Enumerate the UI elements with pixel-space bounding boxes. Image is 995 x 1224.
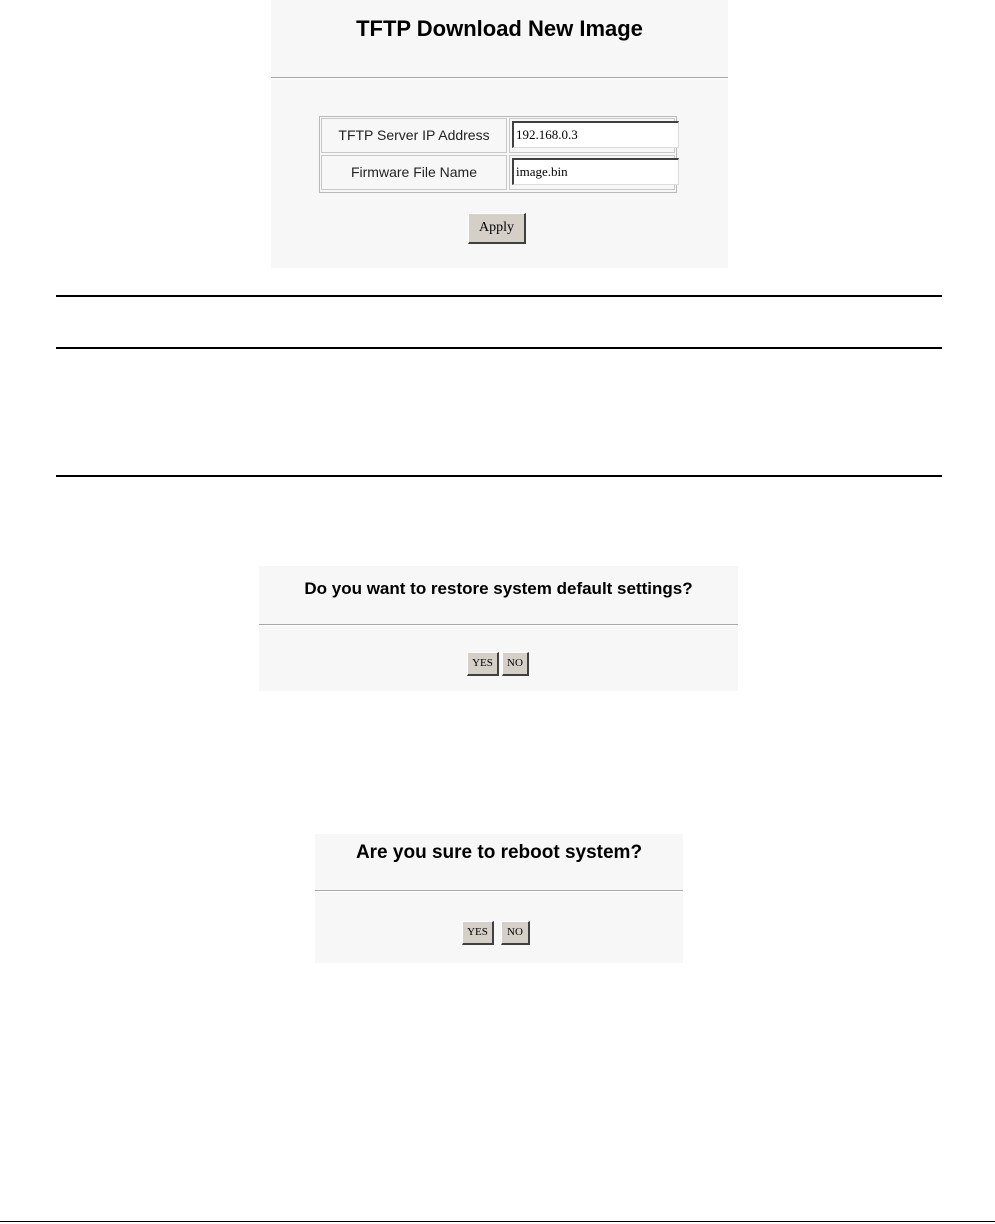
apply-button[interactable]: Apply <box>468 213 526 244</box>
divider-rule-1 <box>56 295 942 297</box>
file-name-label: Firmware File Name <box>321 155 507 190</box>
tftp-download-panel <box>271 0 728 268</box>
restore-question: Do you want to restore system default settings? <box>304 579 693 598</box>
tftp-form-table <box>319 116 677 193</box>
divider-rule-2 <box>56 347 942 349</box>
restore-panel-divider <box>259 624 738 626</box>
file-name-row <box>321 155 675 190</box>
restore-yes-button[interactable]: YES <box>467 652 499 676</box>
reboot-no-button[interactable]: NO <box>501 921 530 945</box>
tftp-panel-divider <box>271 77 728 79</box>
server-ip-row <box>321 118 675 153</box>
divider-rule-3 <box>56 475 942 477</box>
server-ip-input[interactable] <box>512 121 679 148</box>
tftp-panel-title: TFTP Download New Image <box>356 16 643 41</box>
reboot-panel <box>315 834 683 963</box>
server-ip-cell <box>509 118 675 153</box>
page-bottom-rule <box>0 1221 995 1222</box>
file-name-cell <box>509 155 675 190</box>
reboot-question: Are you sure to reboot system? <box>355 842 643 863</box>
restore-no-button[interactable]: NO <box>502 652 529 676</box>
restore-defaults-panel <box>259 566 738 691</box>
file-name-input[interactable] <box>512 158 679 185</box>
reboot-panel-divider <box>315 890 683 892</box>
reboot-yes-button[interactable]: YES <box>462 921 494 945</box>
server-ip-label: TFTP Server IP Address <box>321 118 507 153</box>
